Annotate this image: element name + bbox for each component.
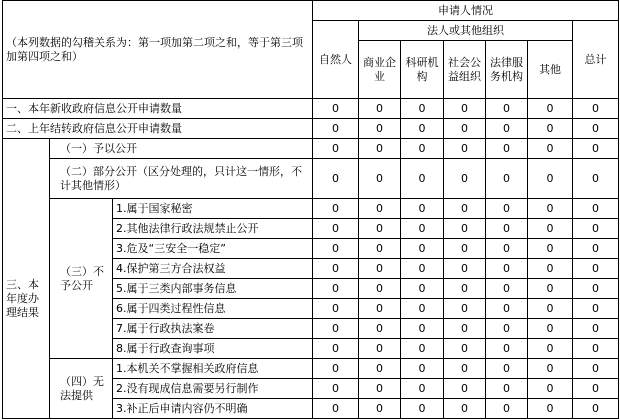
row-label: 7.属于行政执法案卷 xyxy=(113,319,313,339)
row-label: 4.保护第三方合法权益 xyxy=(113,259,313,279)
cell-total: 0 xyxy=(573,379,619,399)
cell-legal-service: 0 xyxy=(486,259,528,279)
cell-commercial: 0 xyxy=(359,299,401,319)
cell-legal-service: 0 xyxy=(486,99,528,119)
table-row xyxy=(3,99,619,119)
cell-total: 0 xyxy=(573,119,619,139)
table-row xyxy=(3,359,619,379)
cell-total: 0 xyxy=(573,279,619,299)
cell-total: 0 xyxy=(573,159,619,199)
cell-welfare: 0 xyxy=(444,219,486,239)
cell-natural: 0 xyxy=(313,199,359,219)
cell-research: 0 xyxy=(401,299,444,319)
cell-natural: 0 xyxy=(313,319,359,339)
table-row xyxy=(3,139,619,159)
cell-welfare: 0 xyxy=(444,159,486,199)
row-label: 8.属于行政查询事项 xyxy=(113,339,313,359)
cell-total: 0 xyxy=(573,139,619,159)
cell-legal-service: 0 xyxy=(486,279,528,299)
cell-commercial: 0 xyxy=(359,279,401,299)
cell-natural: 0 xyxy=(313,339,359,359)
cell-legal-service: 0 xyxy=(486,379,528,399)
cell-research: 0 xyxy=(401,239,444,259)
cell-natural: 0 xyxy=(313,239,359,259)
header-row-1 xyxy=(3,1,619,21)
cell-other: 0 xyxy=(528,219,573,239)
applicant-header: 申请人情况 xyxy=(313,1,619,21)
cell-legal-service: 0 xyxy=(486,399,528,419)
cell-commercial: 0 xyxy=(359,359,401,379)
cell-legal-service: 0 xyxy=(486,239,528,259)
row-label: 3.补正后申请内容仍不明确 xyxy=(113,399,313,419)
cell-natural: 0 xyxy=(313,379,359,399)
row-label: 2.没有现成信息需要另行制作 xyxy=(113,379,313,399)
cell-other: 0 xyxy=(528,359,573,379)
cell-welfare: 0 xyxy=(444,359,486,379)
cell-other: 0 xyxy=(528,339,573,359)
cell-commercial: 0 xyxy=(359,199,401,219)
cell-other: 0 xyxy=(528,379,573,399)
cell-welfare: 0 xyxy=(444,299,486,319)
cell-welfare: 0 xyxy=(444,379,486,399)
cell-legal-service: 0 xyxy=(486,299,528,319)
cell-total: 0 xyxy=(573,319,619,339)
table-row xyxy=(3,119,619,139)
cell-research: 0 xyxy=(401,319,444,339)
natural-person-header: 自然人 xyxy=(313,21,359,99)
cell-other: 0 xyxy=(528,399,573,419)
cell-welfare: 0 xyxy=(444,99,486,119)
total-header: 总计 xyxy=(573,21,619,99)
cell-welfare: 0 xyxy=(444,239,486,259)
cell-research: 0 xyxy=(401,119,444,139)
group-4-label: （四）无法提供 xyxy=(50,359,113,419)
cell-welfare: 0 xyxy=(444,319,486,339)
row-label: 3.危及“三安全一稳定” xyxy=(113,239,313,259)
row-label: （二）部分公开（区分处理的，只计这一情形，不计其他情形） xyxy=(50,159,313,199)
cell-welfare: 0 xyxy=(444,399,486,419)
note-cell: （本列数据的勾稽关系为：第一项加第二项之和，等于第三项加第四项之和） xyxy=(3,1,313,99)
other-header: 其他 xyxy=(528,41,573,99)
cell-natural: 0 xyxy=(313,259,359,279)
cell-legal-service: 0 xyxy=(486,359,528,379)
cell-legal-service: 0 xyxy=(486,139,528,159)
cell-total: 0 xyxy=(573,299,619,319)
cell-natural: 0 xyxy=(313,119,359,139)
legal-service-header: 法律服务机构 xyxy=(486,41,528,99)
table-row xyxy=(3,199,619,219)
cell-welfare: 0 xyxy=(444,119,486,139)
cell-commercial: 0 xyxy=(359,259,401,279)
cell-welfare: 0 xyxy=(444,279,486,299)
row-label: 二、上年结转政府信息公开申请数量 xyxy=(3,119,313,139)
row-label: 6.属于四类过程性信息 xyxy=(113,299,313,319)
row-label: （一）予以公开 xyxy=(50,139,313,159)
row-label: 1.属于国家秘密 xyxy=(113,199,313,219)
cell-total: 0 xyxy=(573,259,619,279)
table-row xyxy=(3,159,619,199)
cell-commercial: 0 xyxy=(359,239,401,259)
group-3-label: （三）不予公开 xyxy=(50,199,113,359)
cell-legal-service: 0 xyxy=(486,339,528,359)
cell-welfare: 0 xyxy=(444,339,486,359)
cell-research: 0 xyxy=(401,219,444,239)
row-label: 2.其他法律行政法规禁止公开 xyxy=(113,219,313,239)
cell-other: 0 xyxy=(528,159,573,199)
cell-other: 0 xyxy=(528,299,573,319)
cell-commercial: 0 xyxy=(359,379,401,399)
government-info-disclosure-table xyxy=(2,0,619,419)
cell-research: 0 xyxy=(401,279,444,299)
cell-welfare: 0 xyxy=(444,259,486,279)
cell-research: 0 xyxy=(401,259,444,279)
cell-commercial: 0 xyxy=(359,319,401,339)
commercial-header: 商业企业 xyxy=(359,41,401,99)
cell-natural: 0 xyxy=(313,359,359,379)
cell-natural: 0 xyxy=(313,99,359,119)
cell-total: 0 xyxy=(573,399,619,419)
row-label: 1.本机关不掌握相关政府信息 xyxy=(113,359,313,379)
cell-commercial: 0 xyxy=(359,119,401,139)
cell-other: 0 xyxy=(528,139,573,159)
cell-other: 0 xyxy=(528,199,573,219)
cell-other: 0 xyxy=(528,119,573,139)
cell-commercial: 0 xyxy=(359,159,401,199)
cell-total: 0 xyxy=(573,239,619,259)
cell-legal-service: 0 xyxy=(486,119,528,139)
cell-natural: 0 xyxy=(313,139,359,159)
cell-research: 0 xyxy=(401,139,444,159)
cell-legal-service: 0 xyxy=(486,159,528,199)
cell-natural: 0 xyxy=(313,159,359,199)
row-label: 5.属于三类内部事务信息 xyxy=(113,279,313,299)
legal-group-header: 法人或其他组织 xyxy=(359,21,573,41)
cell-other: 0 xyxy=(528,259,573,279)
cell-total: 0 xyxy=(573,199,619,219)
cell-other: 0 xyxy=(528,239,573,259)
cell-research: 0 xyxy=(401,159,444,199)
cell-other: 0 xyxy=(528,99,573,119)
row-label: 一、本年新收政府信息公开申请数量 xyxy=(3,99,313,119)
cell-research: 0 xyxy=(401,339,444,359)
research-header: 科研机构 xyxy=(401,41,444,99)
cell-welfare: 0 xyxy=(444,139,486,159)
cell-legal-service: 0 xyxy=(486,219,528,239)
cell-legal-service: 0 xyxy=(486,319,528,339)
cell-welfare: 0 xyxy=(444,199,486,219)
cell-commercial: 0 xyxy=(359,99,401,119)
cell-legal-service: 0 xyxy=(486,199,528,219)
cell-research: 0 xyxy=(401,199,444,219)
cell-commercial: 0 xyxy=(359,219,401,239)
cell-research: 0 xyxy=(401,359,444,379)
cell-natural: 0 xyxy=(313,219,359,239)
cell-total: 0 xyxy=(573,359,619,379)
cell-other: 0 xyxy=(528,279,573,299)
cell-research: 0 xyxy=(401,379,444,399)
cell-commercial: 0 xyxy=(359,339,401,359)
cell-natural: 0 xyxy=(313,399,359,419)
cell-total: 0 xyxy=(573,339,619,359)
cell-research: 0 xyxy=(401,399,444,419)
section-3-label: 三、本年度办理结果 xyxy=(3,139,50,419)
cell-commercial: 0 xyxy=(359,399,401,419)
cell-other: 0 xyxy=(528,319,573,339)
cell-total: 0 xyxy=(573,99,619,119)
cell-research: 0 xyxy=(401,99,444,119)
cell-natural: 0 xyxy=(313,299,359,319)
cell-natural: 0 xyxy=(313,279,359,299)
cell-total: 0 xyxy=(573,219,619,239)
welfare-header: 社会公益组织 xyxy=(444,41,486,99)
cell-commercial: 0 xyxy=(359,139,401,159)
